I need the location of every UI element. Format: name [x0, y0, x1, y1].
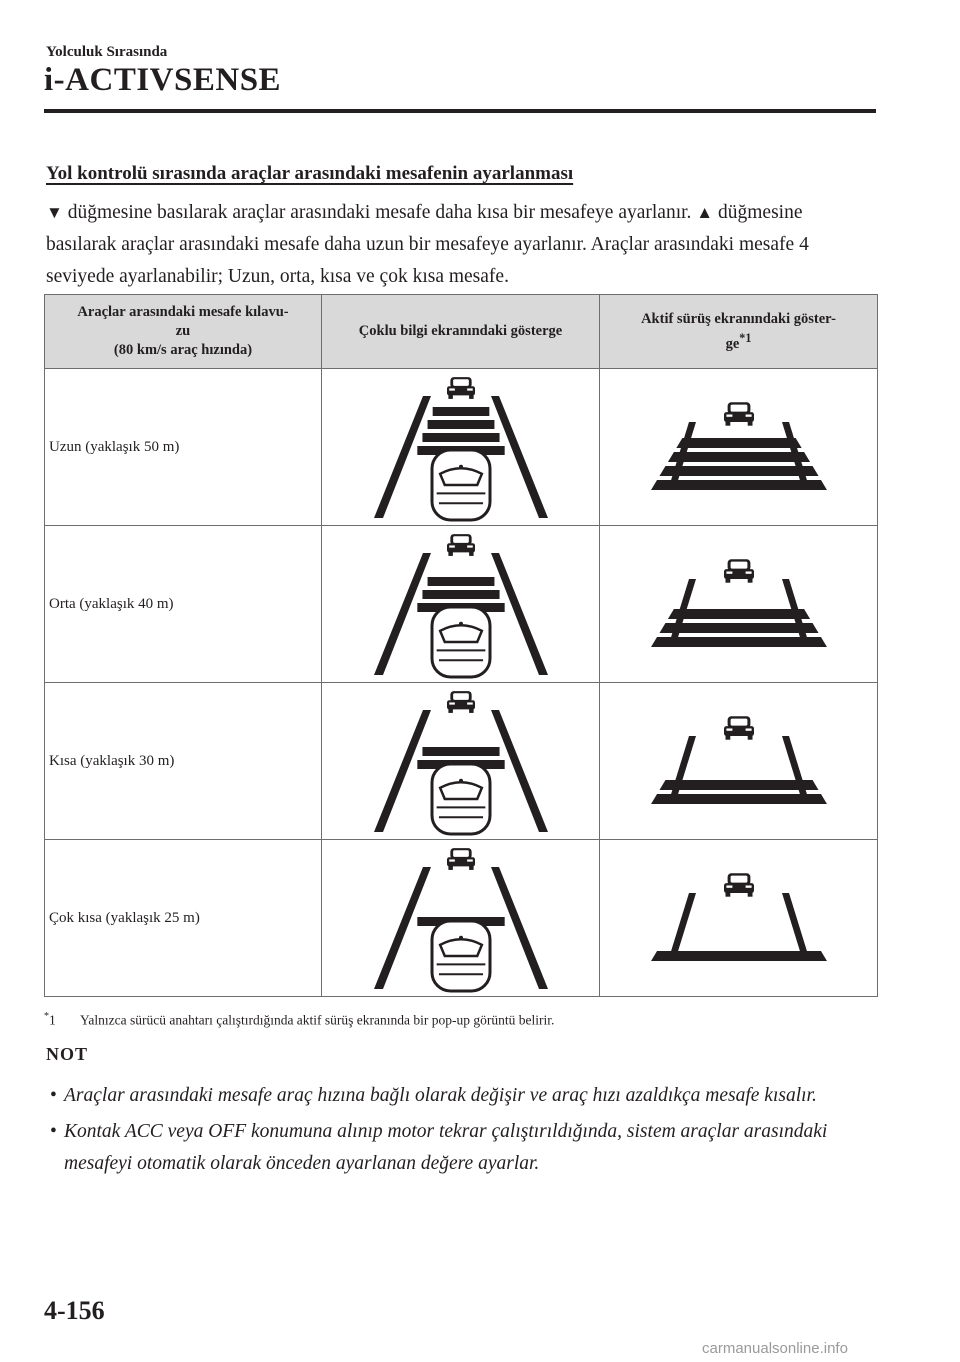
multi-info-cell — [322, 683, 600, 840]
active-display-distance-icon — [639, 549, 839, 659]
intro-part2: düğmesine basılarak araçlar arasındaki mesafe daha uzun bir mesafeye ayarlanır. Araçlar arasındaki mesafe 4 seviyede ayarlanabilir; Uzun, orta, kısa ve çok kısa mesafe. — [46, 202, 809, 287]
lane-line-left — [374, 867, 431, 989]
distance-label: Kısa (yaklaşık 30 m) — [45, 683, 322, 840]
lead-car-icon — [447, 691, 475, 713]
distance-bar — [676, 438, 801, 448]
distance-label: Uzun (yaklaşık 50 m) — [45, 369, 322, 526]
active-display-cell — [600, 840, 878, 997]
header-rule — [44, 109, 876, 113]
multi-info-distance-icon — [371, 529, 551, 679]
distance-bar — [422, 433, 499, 442]
lane-line-right — [491, 710, 548, 832]
distance-bar — [667, 609, 809, 619]
distance-bar — [651, 637, 827, 647]
watermark: carmanualsonline.info — [702, 1340, 848, 1357]
lead-car-icon — [724, 873, 754, 896]
table-row — [45, 526, 878, 683]
lead-car-icon — [447, 534, 475, 556]
distance-bar — [651, 794, 827, 804]
distance-bar — [432, 407, 489, 416]
down-triangle-icon: ▼ — [46, 203, 63, 222]
distance-label: Çok kısa (yaklaşık 25 m) — [45, 840, 322, 997]
lane-line-left — [374, 396, 431, 518]
lane-line-left — [374, 710, 431, 832]
distance-bar — [422, 747, 499, 756]
table-row — [45, 683, 878, 840]
active-display-distance-icon — [639, 392, 839, 502]
lane-line-right — [782, 736, 810, 804]
header-active-driving-display: Aktif sürüş ekranındaki göster- $ge^{*1}$ — [600, 295, 878, 369]
lane-line-right — [491, 553, 548, 675]
subheading: Yol kontrolü sırasında araçlar arasındaki mesafenin ayarlanması — [46, 163, 574, 184]
multi-info-cell — [322, 526, 600, 683]
lane-line-right — [782, 893, 810, 961]
distance-bar — [651, 480, 827, 490]
multi-info-distance-icon — [371, 843, 551, 993]
own-car-icon — [432, 921, 490, 991]
multi-info-distance-icon — [371, 686, 551, 836]
lead-car-icon — [724, 402, 754, 425]
bullet-icon: • — [50, 1121, 57, 1142]
distance-bar — [651, 951, 827, 961]
distance-label: Orta (yaklaşık 40 m) — [45, 526, 322, 683]
active-display-cell — [600, 683, 878, 840]
chapter-title: i-ACTIVSENSE — [44, 62, 282, 98]
distance-bar — [659, 623, 818, 633]
footnote: *1 Yalnızca sürücü anahtarı çalıştırdığında aktif sürüş ekranında bir pop-up görüntü belirir. — [44, 1011, 555, 1028]
lane-line-right — [491, 396, 548, 518]
active-display-distance-icon — [639, 706, 839, 816]
header-multi-info-display: Çoklu bilgi ekranındaki gösterge — [322, 295, 600, 369]
lane-line-left — [374, 553, 431, 675]
distance-bar — [667, 452, 809, 462]
table-header-row — [45, 295, 878, 369]
distance-bar — [422, 590, 499, 599]
distance-bar — [427, 420, 494, 429]
section-label: Yolculuk Sırasında — [46, 44, 168, 60]
own-car-icon — [432, 764, 490, 834]
distance-table — [44, 294, 878, 997]
page-number: 4-156 — [44, 1296, 105, 1325]
lead-car-icon — [447, 848, 475, 870]
intro-paragraph — [46, 197, 876, 293]
lane-line-right — [491, 867, 548, 989]
own-car-icon — [432, 607, 490, 677]
lead-car-icon — [724, 559, 754, 582]
bullet-icon: • — [50, 1085, 57, 1106]
distance-bar — [659, 466, 818, 476]
note-item: • Araçlar arasındaki mesafe araç hızına bağlı olarak değişir ve araç hızı azaldıkça mesafe kısalır. — [46, 1080, 876, 1112]
multi-info-cell — [322, 840, 600, 997]
table-row — [45, 369, 878, 526]
note-list — [46, 1080, 876, 1184]
multi-info-cell — [322, 369, 600, 526]
lane-line-left — [668, 736, 696, 804]
distance-bar — [659, 780, 818, 790]
active-display-distance-icon — [639, 863, 839, 973]
lead-car-icon — [447, 377, 475, 399]
lane-line-left — [668, 893, 696, 961]
own-car-icon — [432, 450, 490, 520]
note-item: • Kontak ACC veya OFF konumuna alınıp motor tekrar çalıştırıldığında, sistem araçlar arasındaki mesafeyi otomatik olarak önceden ayarlanan değere ayarlar. — [46, 1116, 876, 1180]
multi-info-distance-icon — [371, 372, 551, 522]
note-title: NOT — [46, 1044, 89, 1064]
header-distance-guide: Araçlar arasındaki mesafe kılavu- zu (80 km/s araç hızında) — [45, 295, 322, 369]
table-row — [45, 840, 878, 997]
intro-part1: düğmesine basılarak araçlar arasındaki mesafe daha kısa bir mesafeye ayarlanır. — [62, 202, 697, 223]
active-display-cell — [600, 526, 878, 683]
active-display-cell — [600, 369, 878, 526]
distance-bar — [427, 577, 494, 586]
up-triangle-icon: ▲ — [696, 203, 714, 222]
lead-car-icon — [724, 716, 754, 739]
